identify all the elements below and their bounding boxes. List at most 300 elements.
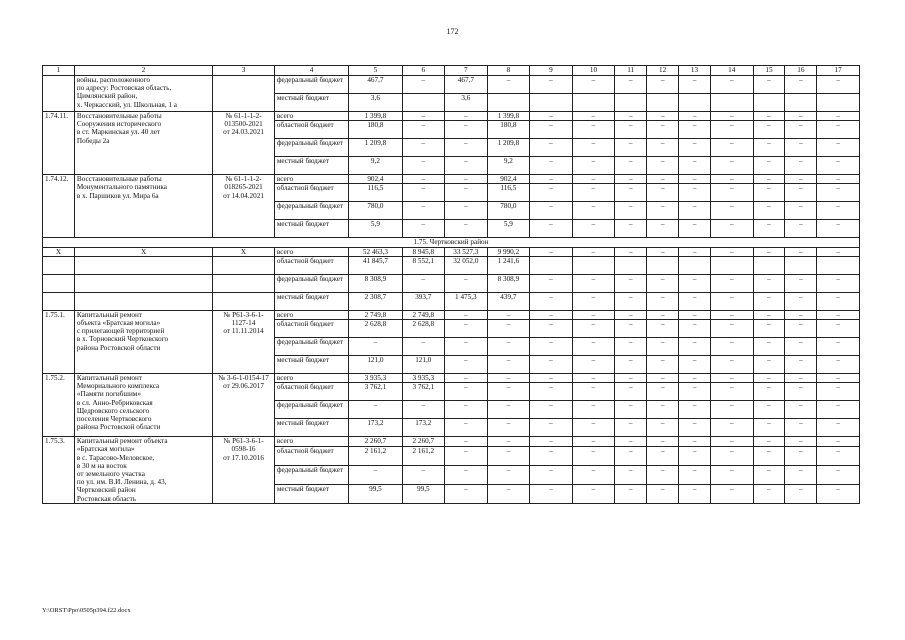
value-col13: – bbox=[679, 112, 711, 121]
value-col9: – bbox=[530, 374, 573, 383]
value-col9: – bbox=[530, 446, 573, 465]
column-header: 11 bbox=[615, 66, 647, 76]
item-document-line: от 14.04.2021 bbox=[223, 191, 264, 200]
value-col17: – bbox=[817, 112, 860, 121]
value-col9: – bbox=[530, 465, 573, 484]
value-col11: – bbox=[615, 184, 647, 202]
value-col9: – bbox=[530, 220, 573, 238]
value-col9 bbox=[530, 94, 573, 112]
value-col14: – bbox=[710, 374, 753, 383]
budget-source-label: всего bbox=[274, 112, 348, 121]
value-col14: – bbox=[710, 383, 753, 401]
value-col11: – bbox=[615, 374, 647, 383]
value-col9: – bbox=[530, 121, 573, 139]
budget-source-label: областной бюджет bbox=[274, 320, 348, 338]
value-col10: – bbox=[572, 338, 615, 356]
item-name-line: в с. Тарасово-Меловское, bbox=[76, 453, 155, 462]
value-col13: – bbox=[679, 374, 711, 383]
value-col16: – bbox=[785, 320, 817, 338]
item-document-line: 1127-14 bbox=[231, 319, 256, 328]
item-name bbox=[74, 437, 212, 504]
item-name-line: «Братская могила» bbox=[76, 445, 135, 454]
budget-source-label: местный бюджет bbox=[274, 292, 348, 310]
budget-source-label: областной бюджет bbox=[274, 184, 348, 202]
item-document-line: № Р61-3-6-1- bbox=[223, 437, 264, 446]
value-col12: – bbox=[647, 484, 679, 503]
value-col10: – bbox=[572, 401, 615, 419]
value-col7: – bbox=[445, 484, 488, 503]
value-col8: – bbox=[487, 320, 530, 338]
value-col8: – bbox=[487, 383, 530, 401]
value-col17: – bbox=[817, 310, 860, 319]
value-col15: – bbox=[753, 437, 785, 447]
value-col16 bbox=[785, 94, 817, 112]
item-document-line: № 61-1-1-2- bbox=[225, 112, 262, 120]
value-col16: – bbox=[785, 446, 817, 465]
value-col7: – bbox=[445, 446, 488, 465]
value-col10: – bbox=[572, 247, 615, 256]
value-col7: – bbox=[445, 356, 488, 374]
value-col9: – bbox=[530, 356, 573, 374]
value-col7: – bbox=[445, 139, 488, 157]
value-col6: 2 161,2 bbox=[402, 446, 445, 465]
value-col7: – bbox=[445, 320, 488, 338]
value-col9: – bbox=[530, 274, 573, 292]
table-row bbox=[43, 112, 860, 121]
value-col9: – bbox=[530, 76, 573, 94]
value-col16: – bbox=[785, 202, 817, 220]
table-row bbox=[43, 175, 860, 184]
value-col10: – bbox=[572, 112, 615, 121]
value-col11: – bbox=[615, 383, 647, 401]
value-col17: – bbox=[817, 383, 860, 401]
item-number: 1.75.3. bbox=[43, 437, 75, 504]
value-col11: – bbox=[615, 356, 647, 374]
item-name-line: поселения Чертковского bbox=[76, 415, 152, 424]
empty-cell bbox=[43, 274, 75, 292]
value-col17: – bbox=[817, 184, 860, 202]
value-col13: – bbox=[679, 157, 711, 175]
item-name-line: от земельного участка bbox=[76, 470, 145, 479]
item-name-line: в сл. Анно-Ребриковская bbox=[76, 398, 153, 407]
item-name-line: войны, расположенного bbox=[76, 76, 150, 84]
value-col5: 180,8 bbox=[349, 121, 402, 139]
footer-file-path: Y:\ORST\Ppo\0505p394.f22.docx bbox=[42, 607, 131, 614]
value-col11: – bbox=[615, 484, 647, 503]
value-col12: – bbox=[647, 184, 679, 202]
value-col15: – bbox=[753, 175, 785, 184]
value-col13: – bbox=[679, 247, 711, 256]
value-col14: – bbox=[710, 247, 753, 256]
value-col5: 9,2 bbox=[349, 157, 402, 175]
value-col10 bbox=[572, 94, 615, 112]
budget-source-label: всего bbox=[274, 374, 348, 383]
budget-source-label: федеральный бюджет bbox=[274, 139, 348, 157]
value-col7: 3,6 bbox=[445, 94, 488, 112]
value-col17: – bbox=[817, 446, 860, 465]
value-col6: 121,0 bbox=[402, 356, 445, 374]
value-col6 bbox=[402, 94, 445, 112]
value-col10: – bbox=[572, 419, 615, 437]
value-col6: – bbox=[402, 121, 445, 139]
empty-cell bbox=[43, 292, 75, 310]
value-col8: – bbox=[487, 446, 530, 465]
budget-source-label: местный бюджет bbox=[274, 220, 348, 238]
item-name-line: Восстановительные работы bbox=[76, 175, 162, 184]
item-name-line: Чертковский район bbox=[76, 486, 136, 495]
item-number: 1.75.2. bbox=[43, 374, 75, 437]
value-col14: – bbox=[710, 76, 753, 94]
value-col6: – bbox=[402, 112, 445, 121]
value-col16: – bbox=[785, 356, 817, 374]
empty-cell bbox=[213, 274, 275, 292]
item-name-line: в 30 м на восток bbox=[76, 461, 127, 470]
value-col17: – bbox=[817, 320, 860, 338]
value-col7: – bbox=[445, 220, 488, 238]
item-document-line: № 3-6-1-0154-17 bbox=[218, 374, 269, 383]
value-col5: 99,5 bbox=[349, 484, 402, 503]
column-header: 12 bbox=[647, 66, 679, 76]
value-col8: – bbox=[487, 338, 530, 356]
value-col16: – bbox=[785, 157, 817, 175]
value-col14: – bbox=[710, 446, 753, 465]
value-col17: – bbox=[817, 202, 860, 220]
item-name-line: Капитальный ремонт объекта bbox=[76, 437, 168, 446]
value-col6: 99,5 bbox=[402, 484, 445, 503]
value-col14: – bbox=[710, 175, 753, 184]
value-col9: – bbox=[530, 310, 573, 319]
item-name-line: в ст. Маркинская ул. 40 лет bbox=[76, 128, 161, 137]
item-name bbox=[74, 374, 212, 437]
item-name-line: Мемориального комплекса bbox=[76, 382, 160, 391]
value-col17: – bbox=[817, 401, 860, 419]
value-col14: – bbox=[710, 139, 753, 157]
value-col15: – bbox=[753, 139, 785, 157]
value-col11: – bbox=[615, 76, 647, 94]
value-col6: – bbox=[402, 274, 445, 292]
value-col12: – bbox=[647, 220, 679, 238]
budget-source-label: местный бюджет bbox=[274, 157, 348, 175]
value-col15: – bbox=[753, 292, 785, 310]
total-number: X bbox=[43, 247, 75, 256]
value-col10: – bbox=[572, 274, 615, 292]
empty-cell bbox=[74, 256, 212, 274]
value-col17 bbox=[817, 256, 860, 274]
column-header: 6 bbox=[402, 66, 445, 76]
value-col10: – bbox=[572, 202, 615, 220]
value-col14: – bbox=[710, 157, 753, 175]
value-col15: – bbox=[753, 484, 785, 503]
value-col6: – bbox=[402, 202, 445, 220]
value-col11 bbox=[615, 94, 647, 112]
item-document-line: № Р61-3-6-1- bbox=[223, 310, 264, 319]
budget-source-label: федеральный бюджет bbox=[274, 401, 348, 419]
value-col13: – bbox=[679, 310, 711, 319]
value-col15: – bbox=[753, 121, 785, 139]
item-number bbox=[43, 76, 75, 112]
value-col13: – bbox=[679, 139, 711, 157]
value-col7: – bbox=[445, 338, 488, 356]
value-col7: – bbox=[445, 157, 488, 175]
value-col17: – bbox=[817, 139, 860, 157]
value-col13: – bbox=[679, 356, 711, 374]
value-col6: – bbox=[402, 139, 445, 157]
value-col12: – bbox=[647, 356, 679, 374]
table-row bbox=[43, 274, 860, 292]
column-header: 3 bbox=[213, 66, 275, 76]
value-col15 bbox=[753, 256, 785, 274]
value-col12 bbox=[647, 94, 679, 112]
value-col16: – bbox=[785, 374, 817, 383]
item-document-line: 018265-2021 bbox=[224, 183, 263, 192]
value-col5: – bbox=[349, 338, 402, 356]
budget-source-label: всего bbox=[274, 310, 348, 319]
value-col13: – bbox=[679, 446, 711, 465]
value-col10: – bbox=[572, 383, 615, 401]
value-col7: – bbox=[445, 184, 488, 202]
value-col12: – bbox=[647, 310, 679, 319]
table-row bbox=[43, 437, 860, 447]
value-col5: 5,9 bbox=[349, 220, 402, 238]
value-col14: – bbox=[710, 292, 753, 310]
value-col10: – bbox=[572, 184, 615, 202]
value-col13: – bbox=[679, 202, 711, 220]
value-col15: – bbox=[753, 356, 785, 374]
value-col6: 8 552,1 bbox=[402, 256, 445, 274]
value-col14 bbox=[710, 256, 753, 274]
value-col16: – bbox=[785, 139, 817, 157]
item-name bbox=[74, 310, 212, 373]
item-document bbox=[213, 374, 275, 437]
value-col16: – bbox=[785, 401, 817, 419]
table-row bbox=[43, 76, 860, 94]
value-col7: – bbox=[445, 112, 488, 121]
value-col15: – bbox=[753, 274, 785, 292]
value-col10: – bbox=[572, 76, 615, 94]
budget-source-label: всего bbox=[274, 247, 348, 256]
value-col16: – bbox=[785, 383, 817, 401]
value-col9: – bbox=[530, 320, 573, 338]
value-col7: – bbox=[445, 374, 488, 383]
value-col5: 1 399,8 bbox=[349, 112, 402, 121]
value-col14: – bbox=[710, 484, 753, 503]
value-col9: – bbox=[530, 401, 573, 419]
value-col12: – bbox=[647, 76, 679, 94]
value-col11: – bbox=[615, 139, 647, 157]
value-col11: – bbox=[615, 292, 647, 310]
value-col13: – bbox=[679, 465, 711, 484]
value-col12: – bbox=[647, 274, 679, 292]
value-col10: – bbox=[572, 437, 615, 447]
budget-source-label: областной бюджет bbox=[274, 446, 348, 465]
value-col7: 1 475,3 bbox=[445, 292, 488, 310]
column-header: 8 bbox=[487, 66, 530, 76]
value-col11: – bbox=[615, 437, 647, 447]
value-col13 bbox=[679, 256, 711, 274]
value-col9: – bbox=[530, 184, 573, 202]
value-col5: 116,5 bbox=[349, 184, 402, 202]
value-col14: – bbox=[710, 220, 753, 238]
value-col17: – bbox=[817, 76, 860, 94]
value-col9: – bbox=[530, 175, 573, 184]
value-col11: – bbox=[615, 419, 647, 437]
header-row bbox=[43, 66, 860, 76]
value-col14: – bbox=[710, 338, 753, 356]
value-col9: – bbox=[530, 112, 573, 121]
value-col5: – bbox=[349, 401, 402, 419]
item-name-line: района Ростовской области bbox=[76, 423, 161, 432]
value-col7: – bbox=[445, 437, 488, 447]
column-header: 4 bbox=[274, 66, 348, 76]
item-name-line: района Ростовской области bbox=[76, 343, 161, 352]
item-document-line: от 24.03.2021 bbox=[223, 128, 264, 137]
budget-source-label: местный бюджет bbox=[274, 356, 348, 374]
item-document-line: 0598-16 bbox=[231, 445, 256, 454]
column-header: 2 bbox=[74, 66, 212, 76]
value-col17: – bbox=[817, 465, 860, 484]
value-col17: – bbox=[817, 437, 860, 447]
value-col7: – bbox=[445, 274, 488, 292]
item-name-line: в х. Паршиков ул. Мира 6а bbox=[76, 191, 159, 200]
value-col6: 2 628,8 bbox=[402, 320, 445, 338]
value-col16: – bbox=[785, 274, 817, 292]
value-col10: – bbox=[572, 374, 615, 383]
value-col15: – bbox=[753, 320, 785, 338]
item-name-line: Восстановительные работы bbox=[76, 112, 162, 120]
value-col11: – bbox=[615, 401, 647, 419]
item-number: 1.75.1. bbox=[43, 310, 75, 373]
budget-source-label: областной бюджет bbox=[274, 383, 348, 401]
empty-cell bbox=[43, 256, 75, 274]
value-col13: – bbox=[679, 220, 711, 238]
value-col12: – bbox=[647, 446, 679, 465]
value-col13: – bbox=[679, 437, 711, 447]
value-col14: – bbox=[710, 356, 753, 374]
value-col11 bbox=[615, 256, 647, 274]
value-col8: 780,0 bbox=[487, 202, 530, 220]
value-col9: – bbox=[530, 484, 573, 503]
value-col8: 5,9 bbox=[487, 220, 530, 238]
value-col16: – bbox=[785, 338, 817, 356]
value-col8: 9 990,2 bbox=[487, 247, 530, 256]
value-col17: – bbox=[817, 484, 860, 503]
value-col15: – bbox=[753, 202, 785, 220]
item-name-line: Капитальный ремонт bbox=[76, 310, 142, 319]
budget-source-label: федеральный бюджет bbox=[274, 274, 348, 292]
value-col12: – bbox=[647, 247, 679, 256]
value-col9: – bbox=[530, 437, 573, 447]
value-col6: – bbox=[402, 184, 445, 202]
value-col6: – bbox=[402, 338, 445, 356]
empty-cell bbox=[213, 292, 275, 310]
value-col7: – bbox=[445, 310, 488, 319]
item-document bbox=[213, 175, 275, 238]
value-col13: – bbox=[679, 484, 711, 503]
value-col14: – bbox=[710, 121, 753, 139]
item-number: 1.74.12. bbox=[43, 175, 75, 238]
total-document: X bbox=[213, 247, 275, 256]
value-col8: – bbox=[487, 356, 530, 374]
value-col12: – bbox=[647, 157, 679, 175]
value-col10: – bbox=[572, 292, 615, 310]
value-col13: – bbox=[679, 184, 711, 202]
value-col10: – bbox=[572, 320, 615, 338]
value-col8: 9,2 bbox=[487, 157, 530, 175]
value-col11: – bbox=[615, 121, 647, 139]
value-col17: – bbox=[817, 374, 860, 383]
value-col8: 439,7 bbox=[487, 292, 530, 310]
item-document-line: 013500-2021 bbox=[224, 120, 263, 129]
item-document-line: № 61-1-1-2- bbox=[225, 175, 262, 184]
item-document bbox=[213, 437, 275, 504]
value-col7: – bbox=[445, 121, 488, 139]
value-col10: – bbox=[572, 356, 615, 374]
value-col15: – bbox=[753, 76, 785, 94]
value-col5: 902,4 bbox=[349, 175, 402, 184]
value-col5: 173,2 bbox=[349, 419, 402, 437]
value-col17: – bbox=[817, 292, 860, 310]
value-col12: – bbox=[647, 465, 679, 484]
value-col13: – bbox=[679, 292, 711, 310]
value-col16: – bbox=[785, 484, 817, 503]
value-col8: – bbox=[487, 310, 530, 319]
value-col15: – bbox=[753, 310, 785, 319]
value-col12: – bbox=[647, 338, 679, 356]
budget-source-label: федеральный бюджет bbox=[274, 465, 348, 484]
item-name-line: по адресу: Ростовская область, bbox=[76, 84, 172, 93]
item-name-line: Монументального памятника bbox=[76, 183, 167, 192]
column-header: 14 bbox=[710, 66, 753, 76]
value-col8: – bbox=[487, 374, 530, 383]
value-col15: – bbox=[753, 419, 785, 437]
item-name-line: Щедровского сельского bbox=[76, 406, 150, 415]
value-col17: – bbox=[817, 157, 860, 175]
value-col17: – bbox=[817, 175, 860, 184]
budget-source-label: областной бюджет bbox=[274, 256, 348, 274]
item-document bbox=[213, 112, 275, 175]
value-col5: 3 762,1 bbox=[349, 383, 402, 401]
value-col9: – bbox=[530, 419, 573, 437]
item-name-line: Ростовская область bbox=[76, 494, 137, 503]
value-col8: 902,4 bbox=[487, 175, 530, 184]
value-col13: – bbox=[679, 419, 711, 437]
value-col16: – bbox=[785, 220, 817, 238]
item-name-line: объекта «Братская могила» bbox=[76, 319, 161, 328]
value-col13: – bbox=[679, 76, 711, 94]
item-name-line: «Памяти погибшим» bbox=[76, 390, 141, 399]
value-col17: – bbox=[817, 356, 860, 374]
value-col10: – bbox=[572, 139, 615, 157]
value-col5: 2 260,7 bbox=[349, 437, 402, 447]
value-col12: – bbox=[647, 175, 679, 184]
value-col14: – bbox=[710, 274, 753, 292]
value-col8: – bbox=[487, 484, 530, 503]
item-document-line: от 11.11.2014 bbox=[223, 327, 264, 336]
value-col7: 32 052,0 bbox=[445, 256, 488, 274]
value-col11: – bbox=[615, 220, 647, 238]
value-col17: – bbox=[817, 338, 860, 356]
item-name-line: х. Черкасский, ул. Школьная, 1 а bbox=[76, 100, 177, 109]
value-col16: – bbox=[785, 184, 817, 202]
column-header: 17 bbox=[817, 66, 860, 76]
section-title: 1.75. Чертковский район bbox=[43, 238, 860, 247]
column-header: 10 bbox=[572, 66, 615, 76]
table-row bbox=[43, 310, 860, 319]
value-col8: 116,5 bbox=[487, 184, 530, 202]
value-col7: – bbox=[445, 401, 488, 419]
value-col11: – bbox=[615, 274, 647, 292]
value-col13: – bbox=[679, 320, 711, 338]
